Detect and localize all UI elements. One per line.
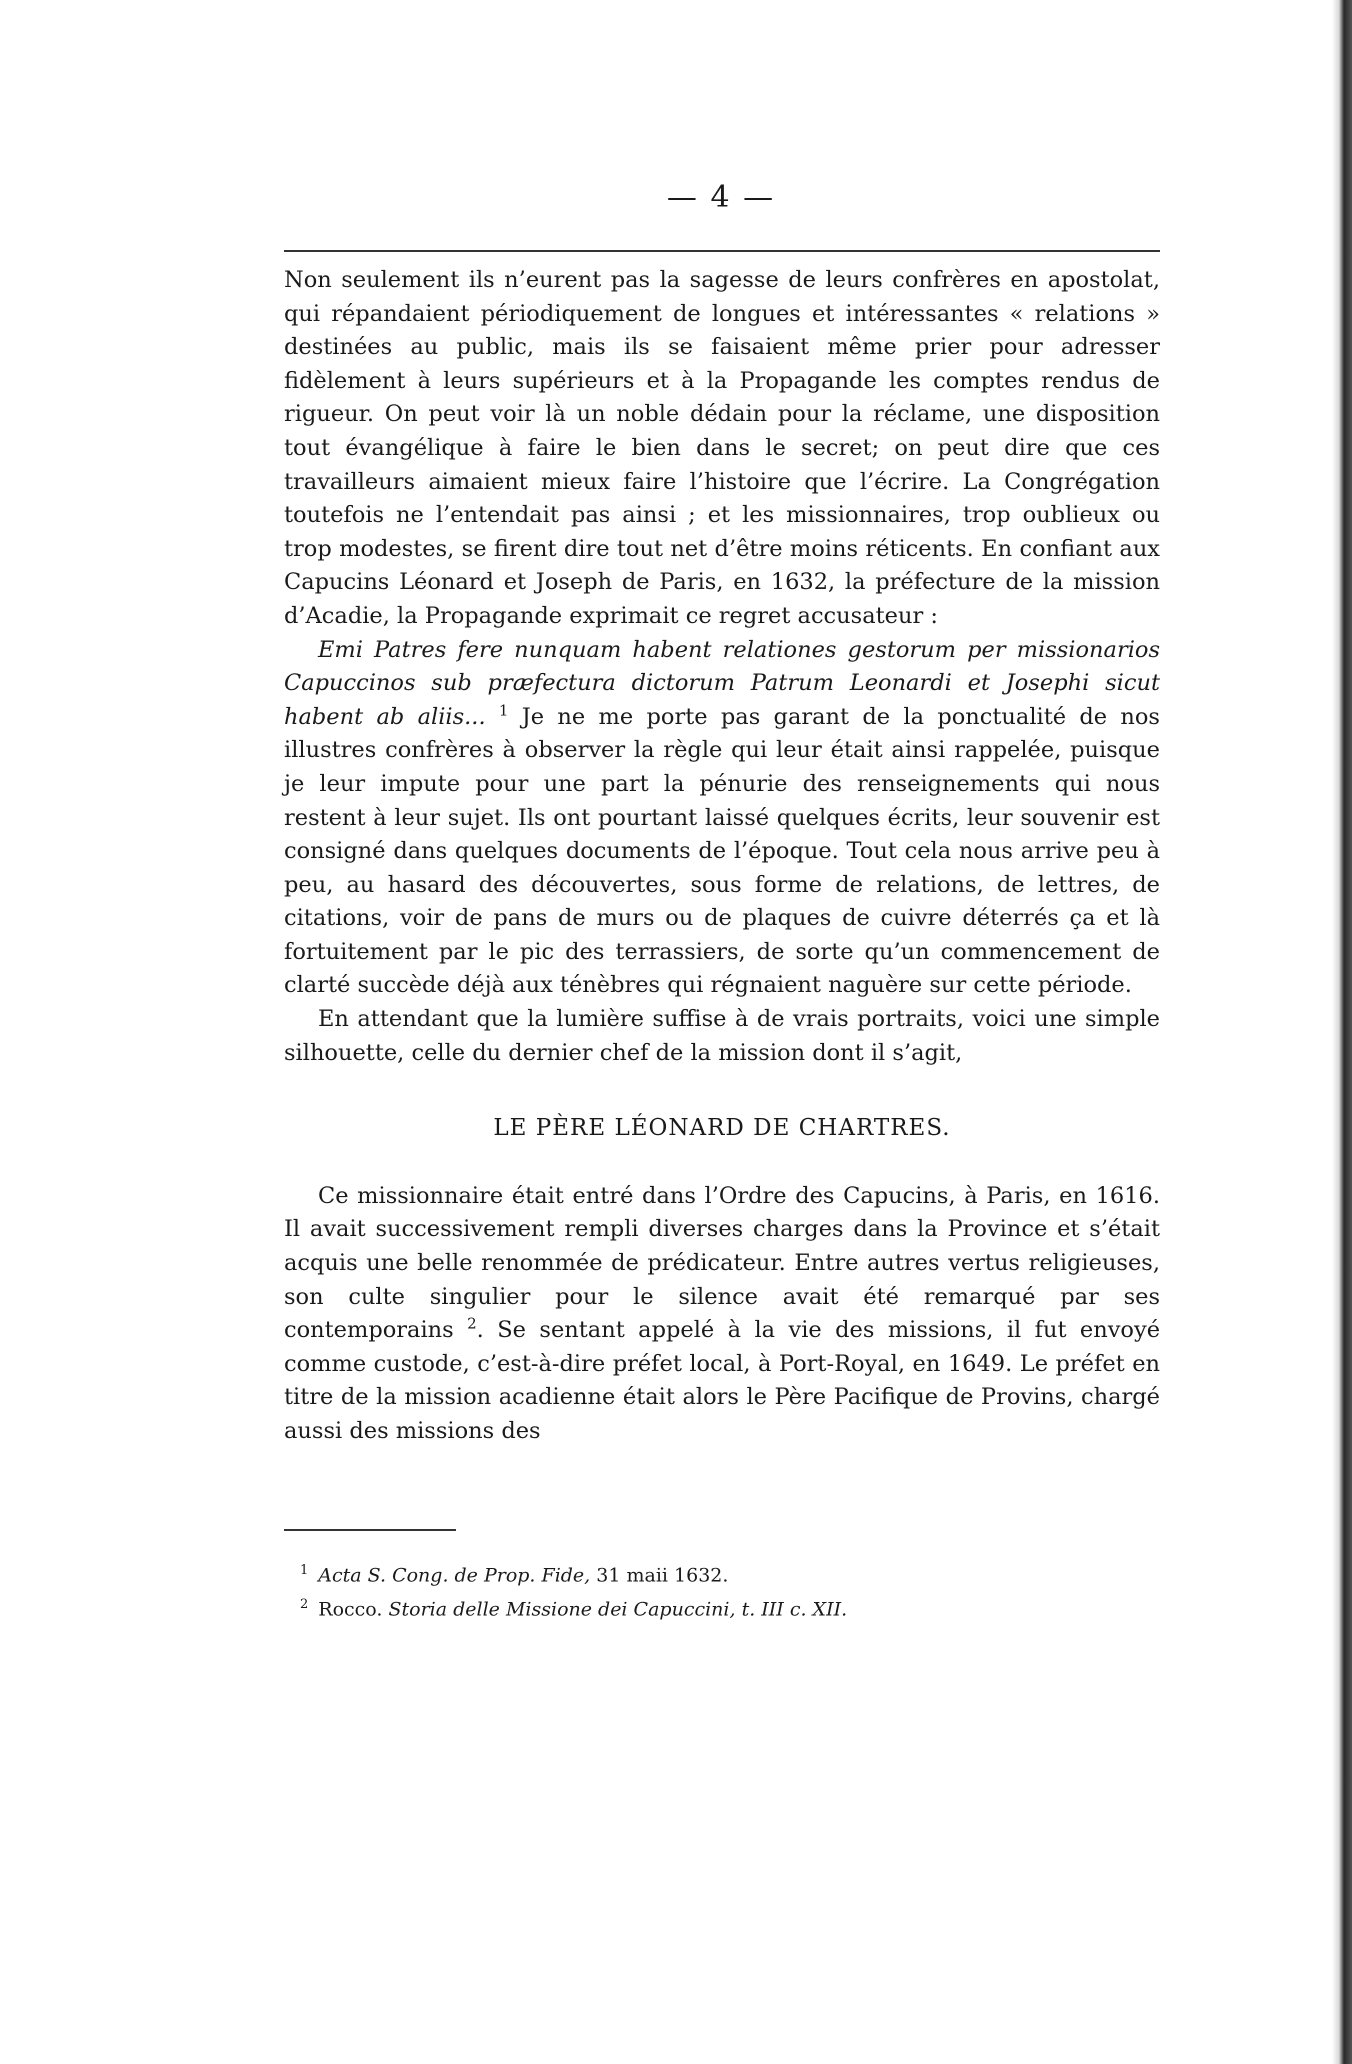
footnote-1-date: 31 maii 1632. xyxy=(590,1564,729,1587)
footnote-1-mark: 1 xyxy=(300,1563,309,1578)
footnote-1-source: Acta S. Cong. de Prop. Fide, xyxy=(318,1564,591,1587)
footnote-2 xyxy=(300,1590,1160,1624)
footnotes xyxy=(300,1556,1160,1625)
footnote-2-mark: 2 xyxy=(300,1597,309,1613)
paragraph-4-text-b: . Se sentant appelé à la vie des missions, il fut envoyé comme custode, c’est-à-dire préfet local, à Port-Royal, en 1649. Le préfet en titre de la mission acadienne était alors le Père Pacifique de Provins, chargé aussi des missions des xyxy=(284,1317,1161,1444)
section-title: LE PÈRE LÉONARD DE CHARTRES. xyxy=(493,1115,951,1142)
paragraph-4-text-a: Ce missionnaire était entré dans l’Ordre des Capucins, à Paris, en 1616. Il avait successivement rempli diverses charges dans la Province et s’était acquis une belle renommée de prédicateur. Entre autres vertus religieuses, son culte singulier pour le silence avait été remarqué par ses contemporains xyxy=(284,1182,1160,1344)
latin-quotation: Emi Patres fere nunquam habent relationes gestorum per missionarios Capuccinos sub præfectura dictorum Patrum Leonardi et Josephi sicut habent ab aliis... xyxy=(284,636,1160,730)
footnote-ref-2: 2 xyxy=(467,1314,477,1333)
footnote-ref-1: 1 xyxy=(498,701,509,720)
footnote-2-author: Rocco. xyxy=(318,1598,389,1621)
scan-page-edge xyxy=(1332,0,1352,2064)
paragraph-1: Non seulement ils n’eurent pas la sagesse de leurs confrères en apostolat, qui répandaient périodiquement de longues et intéressantes « relations » destinées au public, mais ils se faisaient même prier pour adresser fidèlement à leurs supérieurs et à la Propagande les comptes rendus de rigueur. On peut voir là un noble dédain pour la réclame, une disposition tout évangélique à faire le bien dans le secret; on peut dire que ces travailleurs aimaient mieux faire l’histoire que l’écrire. La Congrégation toutefois ne l’entendait pas ainsi ; et les missionnaires, trop oublieux ou trop modestes, se firent dire tout net d’être moins réticents. En confiant aux Capucins Léonard et Joseph de Paris, en 1632, la préfecture de la mission d’Acadie, la Propagande exprimait ce regret accusateur : xyxy=(284,267,1160,629)
paragraph-2 xyxy=(284,634,1160,1004)
paragraph-2-text: Je ne me porte pas garant de la ponctualité de nos illustres confrères à observer la règle qui leur était ainsi rappelée, puisque je leur impute pour une part la pénurie des renseignements qui nous restent à leur sujet. Ils ont pourtant laissé quelques écrits, leur souvenir est consigné dans quelques documents de l’époque. Tout cela nous arrive peu à peu, au hasard des découvertes, sous forme de relations, de lettres, de citations, voir de pans de murs ou de plaques de cuivre déterrés ça et là fortuitement par le pic des terrassiers, de sorte qu’un commencement de clarté succède déjà aux ténèbres qui régnaient naguère sur cette période. xyxy=(284,703,1160,999)
paragraph-4 xyxy=(284,1180,1160,1449)
footnote-rule xyxy=(284,1529,456,1531)
footnote-2-source: Storia delle Missione dei Capuccini, t. III c. XII. xyxy=(388,1598,848,1621)
body-text xyxy=(284,264,1160,1449)
footnote-1 xyxy=(300,1556,1160,1590)
page-number: — 4 — xyxy=(666,180,776,215)
header-rule xyxy=(284,250,1160,252)
paragraph-3: En attendant que la lumière suffise à de vrais portraits, voici une simple silhouette, celle du dernier chef de la mission dont il s’agit, xyxy=(284,1006,1160,1066)
